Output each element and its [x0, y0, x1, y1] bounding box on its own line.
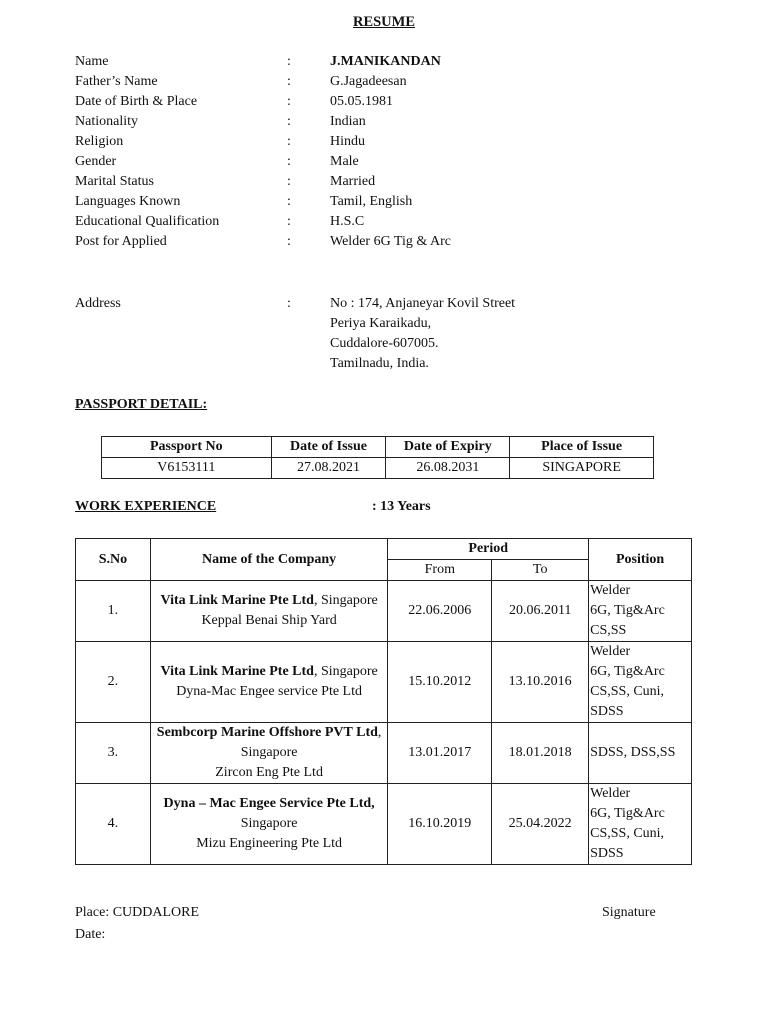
- position-line: Welder: [590, 583, 631, 598]
- resume-title: RESUME: [352, 14, 416, 30]
- info-colon: :: [287, 134, 291, 149]
- row-to: 13.10.2016: [492, 642, 589, 723]
- info-label: Nationality: [75, 114, 138, 129]
- row-position: [589, 784, 692, 865]
- row-sno: 1.: [76, 581, 151, 642]
- info-colon: :: [287, 74, 291, 89]
- footer-place: Place: CUDDALORE: [75, 905, 200, 920]
- address-label: Address: [75, 296, 121, 311]
- table-row: [76, 784, 692, 865]
- work-experience-total: : 13 Years: [372, 499, 431, 514]
- company-site: Mizu Engineering Pte Ltd: [196, 836, 343, 851]
- info-colon: :: [287, 114, 291, 129]
- info-value: H.S.C: [330, 214, 365, 229]
- position-line: SDSS: [590, 846, 624, 861]
- table-row: [76, 723, 692, 784]
- row-from: 16.10.2019: [388, 784, 492, 865]
- row-from: 22.06.2006: [388, 581, 492, 642]
- address-colon: :: [287, 296, 291, 311]
- info-label: Gender: [75, 154, 117, 169]
- passport-header-row: [102, 437, 654, 458]
- header-position: Position: [589, 539, 692, 581]
- row-sno: 3.: [76, 723, 151, 784]
- row-sno: 4.: [76, 784, 151, 865]
- info-label: Religion: [75, 134, 124, 149]
- position-line: Welder: [590, 644, 631, 659]
- info-value: Indian: [330, 114, 366, 129]
- passport-number: V6153111: [102, 458, 272, 479]
- row-position: [589, 723, 692, 784]
- address-line: Periya Karaikadu,: [330, 316, 432, 331]
- info-colon: :: [287, 154, 291, 169]
- position-line: 6G, Tig&Arc: [590, 806, 665, 821]
- company-name: Dyna – Mac Engee Service Pte Ltd,: [163, 796, 375, 811]
- info-label: Languages Known: [75, 194, 181, 209]
- address-line: Tamilnadu, India.: [330, 356, 429, 371]
- passport-issue-date: 27.08.2021: [271, 458, 386, 479]
- info-value: Male: [330, 154, 359, 169]
- info-value: J.MANIKANDAN: [330, 54, 441, 69]
- info-colon: :: [287, 174, 291, 189]
- info-label: Name: [75, 54, 109, 69]
- company-site: Keppal Benai Ship Yard: [201, 613, 337, 628]
- info-label: Educational Qualification: [75, 214, 220, 229]
- info-value: Hindu: [330, 134, 365, 149]
- company-city: Singapore: [240, 745, 298, 760]
- company-name: Vita Link Marine Pte Ltd: [160, 664, 314, 679]
- company-location: , Singapore: [313, 593, 378, 608]
- company-city: Singapore: [240, 816, 298, 831]
- header-period: Period: [388, 539, 589, 560]
- company-location: ,: [377, 725, 382, 740]
- passport-header-cell: Passport No: [102, 437, 272, 458]
- info-colon: :: [287, 54, 291, 69]
- row-to: 25.04.2022: [492, 784, 589, 865]
- passport-expiry-date: 26.08.2031: [386, 458, 510, 479]
- position-line: Welder: [590, 786, 631, 801]
- row-from: 15.10.2012: [388, 642, 492, 723]
- info-label: Date of Birth & Place: [75, 94, 198, 109]
- position-line: SDSS: [590, 704, 624, 719]
- header-sno: S.No: [76, 539, 151, 581]
- header-from: From: [388, 560, 492, 581]
- position-line: SDSS, DSS,SS: [590, 745, 676, 760]
- company-location: , Singapore: [313, 664, 378, 679]
- info-value: Tamil, English: [330, 194, 413, 209]
- passport-place-of-issue: SINGAPORE: [510, 458, 654, 479]
- work-experience-table: [75, 538, 692, 865]
- position-line: CS,SS: [590, 623, 627, 638]
- table-row: [76, 642, 692, 723]
- info-colon: :: [287, 214, 291, 229]
- passport-heading: PASSPORT DETAIL:: [75, 397, 208, 412]
- company-name: Sembcorp Marine Offshore PVT Ltd: [156, 725, 378, 740]
- info-label: Father’s Name: [75, 74, 158, 89]
- passport-header-cell: Date of Expiry: [386, 437, 510, 458]
- info-colon: :: [287, 194, 291, 209]
- passport-header-cell: Date of Issue: [271, 437, 386, 458]
- info-colon: :: [287, 234, 291, 249]
- header-company: Name of the Company: [150, 539, 388, 581]
- header-to: To: [492, 560, 589, 581]
- address-line: No : 174, Anjaneyar Kovil Street: [330, 296, 516, 311]
- row-company: [150, 642, 388, 723]
- row-position: [589, 642, 692, 723]
- passport-table: [101, 436, 654, 479]
- row-company: [150, 581, 388, 642]
- info-value: Welder 6G Tig & Arc: [330, 234, 451, 249]
- company-site: Zircon Eng Pte Ltd: [215, 765, 323, 780]
- info-label: Marital Status: [75, 174, 154, 189]
- info-value: 05.05.1981: [330, 94, 393, 109]
- table-row: [76, 581, 692, 642]
- info-colon: :: [287, 94, 291, 109]
- footer-signature: Signature: [602, 905, 656, 920]
- position-line: CS,SS, Cuni,: [590, 684, 665, 699]
- row-company: [150, 723, 388, 784]
- info-label: Post for Applied: [75, 234, 167, 249]
- position-line: CS,SS, Cuni,: [590, 826, 665, 841]
- company-site: Dyna-Mac Engee service Pte Ltd: [176, 684, 363, 699]
- row-from: 13.01.2017: [388, 723, 492, 784]
- footer-date: Date:: [75, 927, 106, 942]
- position-line: 6G, Tig&Arc: [590, 603, 665, 618]
- row-sno: 2.: [76, 642, 151, 723]
- row-to: 20.06.2011: [492, 581, 589, 642]
- row-to: 18.01.2018: [492, 723, 589, 784]
- address-line: Cuddalore-607005.: [330, 336, 439, 351]
- info-value: Married: [330, 174, 376, 189]
- work-header-row: [76, 539, 692, 560]
- company-name: Vita Link Marine Pte Ltd: [160, 593, 314, 608]
- passport-header-cell: Place of Issue: [510, 437, 654, 458]
- position-line: 6G, Tig&Arc: [590, 664, 665, 679]
- row-position: [589, 581, 692, 642]
- passport-data-row: [102, 458, 654, 479]
- work-experience-heading: WORK EXPERIENCE: [75, 499, 217, 514]
- info-value: G.Jagadeesan: [330, 74, 407, 89]
- row-company: [150, 784, 388, 865]
